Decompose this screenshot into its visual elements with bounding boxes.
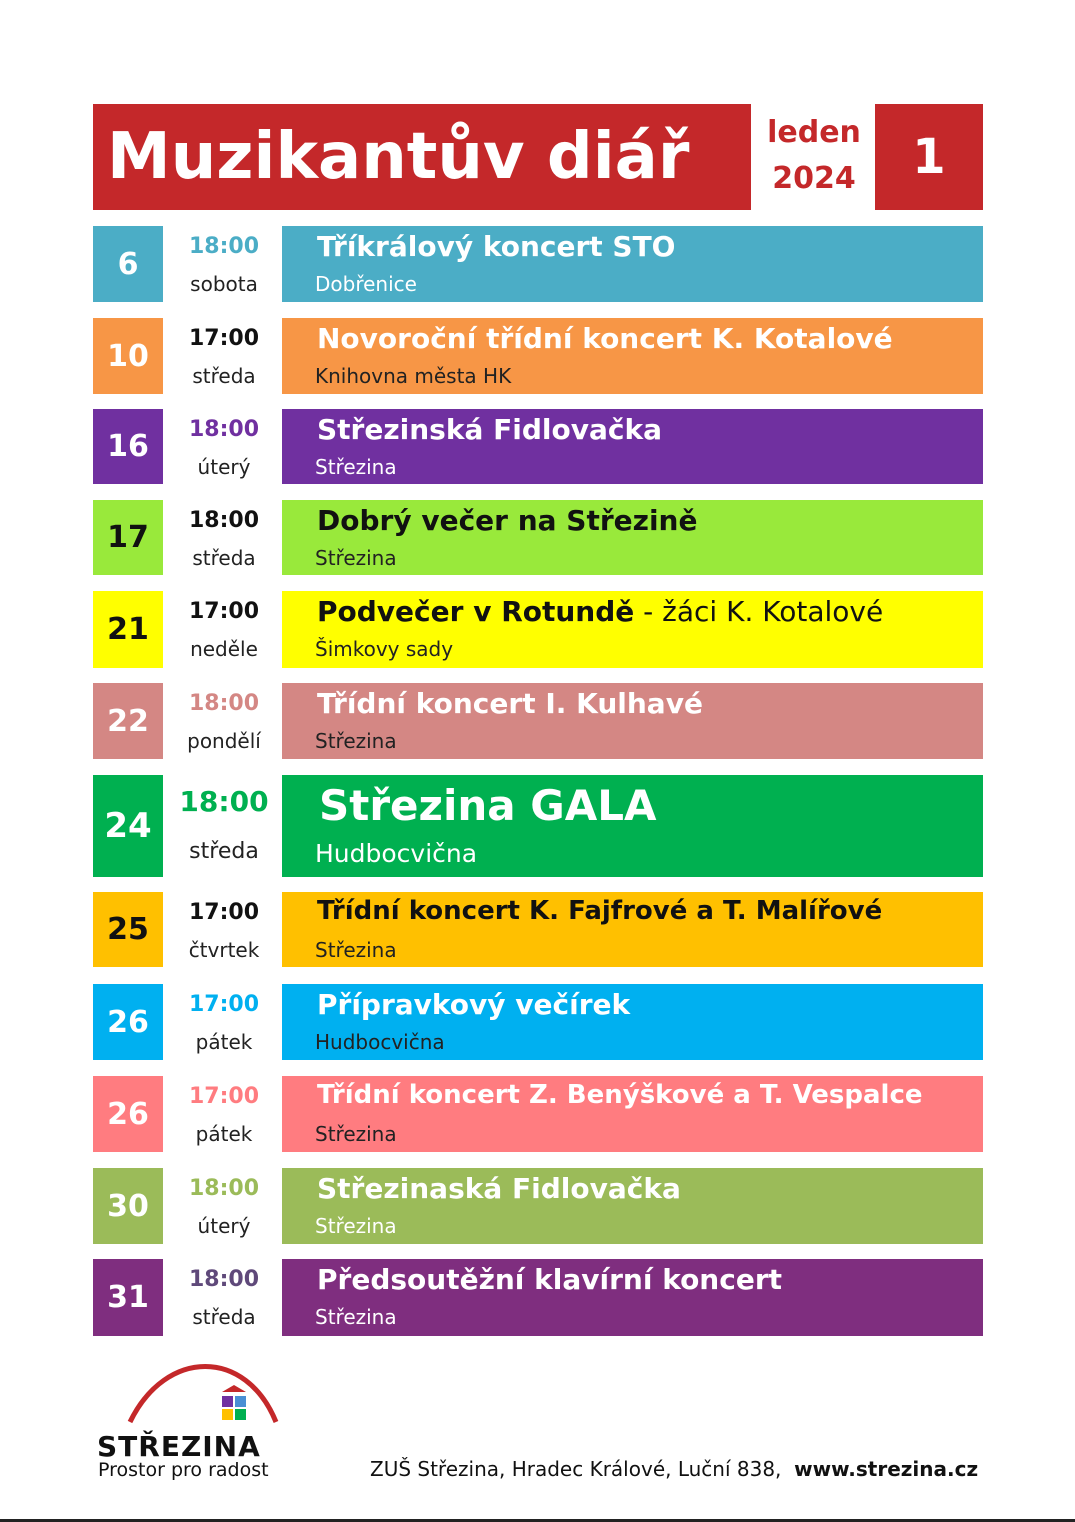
event-weekday: úterý	[197, 1214, 251, 1238]
event-time: 18:00	[188, 417, 260, 442]
event-box	[282, 500, 983, 575]
event-place: Střezina	[315, 729, 397, 753]
event-row	[93, 591, 983, 668]
event-place: Střezina	[315, 455, 397, 479]
website-link[interactable]: www.strezina.cz	[794, 1457, 979, 1481]
event-title	[317, 687, 703, 720]
address-text: ZUŠ Střezina, Hradec Králové, Luční 838,	[370, 1457, 782, 1481]
event-box	[282, 409, 983, 484]
event-title-main: Střezinaská Fidlovačka	[317, 1172, 681, 1205]
event-title-main: Střezinská Fidlovačka	[317, 413, 662, 446]
event-weekday: středa	[192, 546, 256, 570]
event-time: 18:00	[188, 1267, 260, 1292]
event-place: Dobřenice	[315, 272, 417, 296]
event-title-main: Předsoutěžní klavírní koncert	[317, 1263, 783, 1296]
event-row	[93, 1259, 983, 1336]
event-box	[282, 318, 983, 394]
event-place: Knihovna města HK	[315, 364, 512, 388]
event-row	[93, 409, 983, 484]
day-number: 24	[93, 775, 163, 877]
event-time: 17:00	[188, 599, 260, 624]
event-box	[282, 591, 983, 668]
event-place: Šimkovy sady	[315, 637, 454, 661]
logo-name: STŘEZINA	[97, 1430, 261, 1463]
day-number: 31	[93, 1259, 163, 1336]
event-title	[317, 988, 630, 1021]
event-box	[282, 984, 983, 1060]
year-label: 2024	[772, 161, 856, 196]
event-title	[317, 230, 675, 263]
event-box	[282, 1168, 983, 1244]
event-title-main: Podvečer v Rotundě	[317, 595, 635, 628]
day-number: 22	[93, 683, 163, 759]
event-title-main: Třídní koncert Z. Benýškové a T. Vespalce	[317, 1080, 923, 1110]
event-row	[93, 1076, 983, 1152]
event-row	[93, 500, 983, 575]
page-title: Muzikantův diář	[93, 104, 751, 210]
event-title	[317, 413, 662, 446]
event-row	[93, 984, 983, 1060]
event-title	[317, 322, 893, 355]
day-number: 26	[93, 984, 163, 1060]
event-title-main: Přípravkový večírek	[317, 988, 631, 1021]
event-row	[93, 318, 983, 394]
day-number: 25	[93, 892, 163, 967]
event-title-main: Tříkrálový koncert STO	[317, 230, 676, 263]
event-title	[319, 781, 656, 830]
event-title-main: Třídní koncert K. Fajfrové a T. Malířové	[317, 896, 883, 926]
event-place: Střezina	[315, 546, 397, 570]
event-box	[282, 1076, 983, 1152]
event-row	[93, 775, 983, 877]
event-title	[317, 1263, 782, 1296]
event-place: Hudbocvična	[315, 839, 478, 868]
day-number: 17	[93, 500, 163, 575]
event-title-main: Novoroční třídní koncert K. Kotalové	[317, 322, 893, 355]
day-number: 6	[93, 226, 163, 302]
event-title-main: Střezina GALA	[319, 781, 657, 830]
event-row	[93, 226, 983, 302]
event-time: 17:00	[188, 992, 260, 1017]
event-title	[317, 504, 697, 537]
event-title	[317, 1172, 681, 1205]
event-weekday: pátek	[195, 1030, 253, 1054]
event-title	[317, 1080, 923, 1110]
event-time: 18:00	[188, 1176, 260, 1201]
event-box	[282, 683, 983, 759]
day-number: 16	[93, 409, 163, 484]
logo-tagline: Prostor pro radost	[98, 1459, 269, 1481]
event-time: 18:00	[179, 785, 269, 818]
event-box	[282, 775, 983, 877]
event-place: Střezina	[315, 938, 397, 962]
event-place: Střezina	[315, 1305, 397, 1329]
event-box	[282, 226, 983, 302]
event-weekday: pátek	[195, 1122, 253, 1146]
event-weekday: neděle	[190, 637, 258, 661]
event-row	[93, 892, 983, 967]
event-weekday: středa	[192, 364, 256, 388]
issue-number: 1	[875, 104, 983, 210]
event-time: 17:00	[188, 900, 260, 925]
day-number: 10	[93, 318, 163, 394]
event-weekday: čtvrtek	[188, 938, 260, 962]
event-box	[282, 1259, 983, 1336]
event-row	[93, 1168, 983, 1244]
event-time: 18:00	[188, 508, 260, 533]
event-place: Hudbocvična	[315, 1030, 445, 1054]
event-box	[282, 892, 983, 967]
event-weekday: středa	[189, 839, 259, 864]
event-time: 17:00	[188, 326, 260, 351]
event-title-main: Dobrý večer na Střezině	[317, 504, 698, 537]
event-place: Střezina	[315, 1214, 397, 1238]
event-title-main: Třídní koncert I. Kulhavé	[317, 687, 703, 720]
event-weekday: sobota	[190, 272, 258, 296]
event-weekday: pondělí	[187, 729, 261, 753]
day-number: 30	[93, 1168, 163, 1244]
event-row	[93, 683, 983, 759]
month-year	[760, 110, 868, 202]
day-number: 21	[93, 591, 163, 668]
event-weekday: úterý	[197, 455, 251, 479]
event-title	[317, 896, 882, 926]
event-weekday: středa	[192, 1305, 256, 1329]
event-time: 17:00	[188, 1084, 260, 1109]
event-title	[317, 595, 883, 628]
footer-address	[370, 1457, 978, 1481]
event-place: Střezina	[315, 1122, 397, 1146]
day-number: 26	[93, 1076, 163, 1152]
month-label: leden	[767, 115, 861, 150]
event-time: 18:00	[188, 691, 260, 716]
event-title-extra: - žáci K. Kotalové	[634, 595, 884, 628]
event-time: 18:00	[188, 234, 260, 259]
